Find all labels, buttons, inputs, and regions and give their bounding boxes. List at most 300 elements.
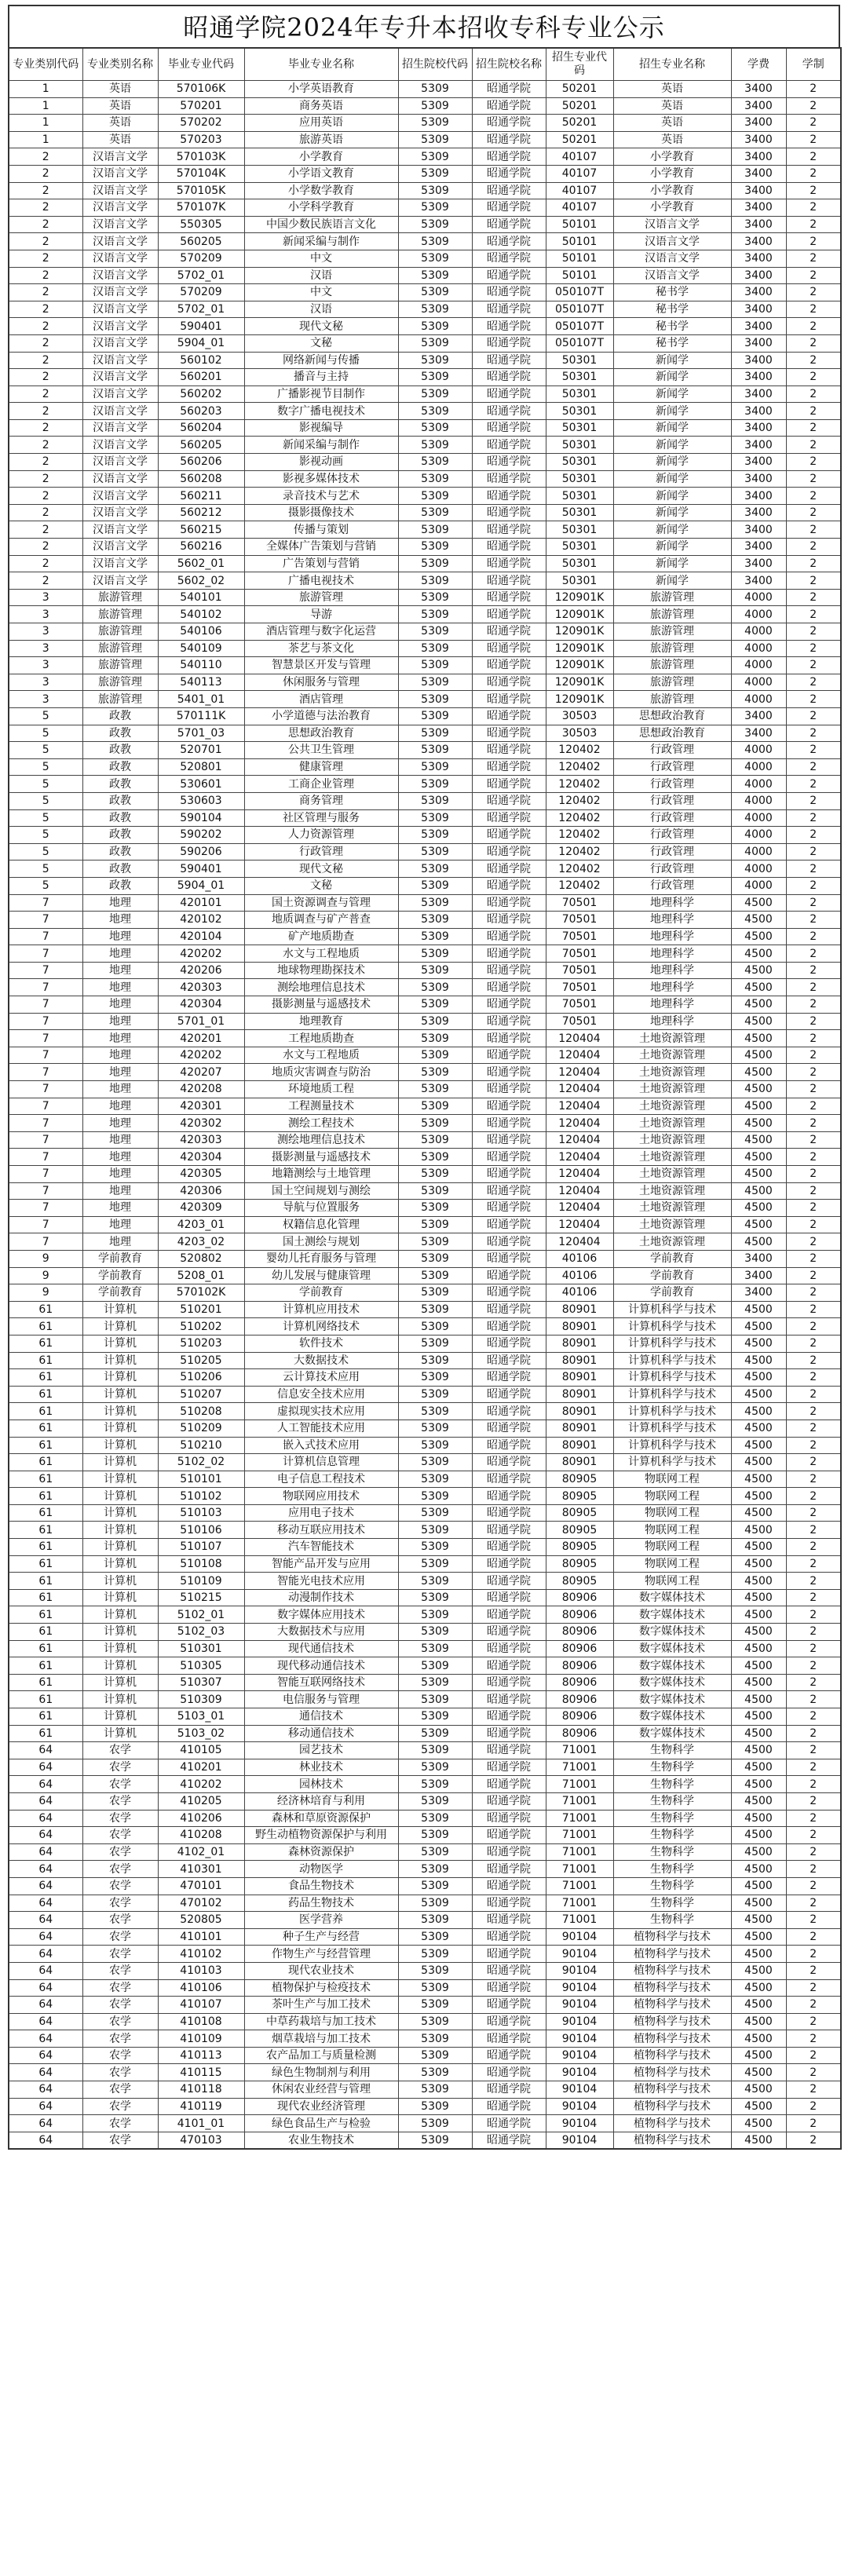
- grad-major-code-cell: 510215: [158, 1589, 244, 1606]
- category-code-cell: 9: [9, 1267, 82, 1284]
- grad-major-name-cell: 森林和草原资源保护: [244, 1810, 398, 1827]
- table-row: [9, 1522, 841, 1539]
- category-name-cell: 农学: [82, 2064, 158, 2081]
- duration-cell: 2: [786, 928, 841, 945]
- category-name-cell: 农学: [82, 1843, 158, 1861]
- school-name-cell: 昭通学院: [472, 1081, 546, 1098]
- category-code-cell: 7: [9, 912, 82, 929]
- duration-cell: 2: [786, 1810, 841, 1827]
- tuition-cell: 4000: [731, 776, 786, 793]
- table-row: [9, 403, 841, 420]
- school-code-cell: 5309: [398, 979, 472, 996]
- school-code-cell: 5309: [398, 1386, 472, 1403]
- duration-cell: 2: [786, 1166, 841, 1183]
- category-name-cell: 政教: [82, 792, 158, 809]
- enroll-major-name-cell: 计算机科学与技术: [613, 1437, 731, 1454]
- duration-cell: 2: [786, 81, 841, 98]
- enroll-major-name-cell: 新闻学: [613, 385, 731, 403]
- tuition-cell: 4500: [731, 1877, 786, 1895]
- category-name-cell: 计算机: [82, 1454, 158, 1471]
- school-code-cell: 5309: [398, 521, 472, 539]
- enroll-major-name-cell: 土地资源管理: [613, 1200, 731, 1217]
- tuition-cell: 4500: [731, 996, 786, 1014]
- enroll-major-name-cell: 旅游管理: [613, 606, 731, 623]
- enroll-major-name-cell: 新闻学: [613, 555, 731, 572]
- school-code-cell: 5309: [398, 1606, 472, 1624]
- enroll-major-name-cell: 秘书学: [613, 334, 731, 352]
- enroll-major-code-cell: 120404: [546, 1149, 613, 1166]
- duration-cell: 2: [786, 843, 841, 860]
- duration-cell: 2: [786, 1861, 841, 1878]
- table-row: [9, 2064, 841, 2081]
- enroll-major-code-cell: 40106: [546, 1250, 613, 1267]
- school-name-cell: 昭通学院: [472, 352, 546, 369]
- tuition-cell: 4500: [731, 1047, 786, 1064]
- category-code-cell: 64: [9, 2013, 82, 2030]
- grad-major-name-cell: 嵌入式技术应用: [244, 1437, 398, 1454]
- school-name-cell: 昭通学院: [472, 1047, 546, 1064]
- school-name-cell: 昭通学院: [472, 1539, 546, 1556]
- grad-major-name-cell: 矿产地质勘查: [244, 928, 398, 945]
- tuition-cell: 4500: [731, 912, 786, 929]
- category-code-cell: 2: [9, 504, 82, 521]
- duration-cell: 2: [786, 1200, 841, 1217]
- table-row: [9, 996, 841, 1014]
- school-name-cell: 昭通学院: [472, 2081, 546, 2099]
- category-code-cell: 1: [9, 131, 82, 148]
- grad-major-code-cell: 5102_01: [158, 1606, 244, 1624]
- table-row: [9, 1877, 841, 1895]
- school-code-cell: 5309: [398, 1810, 472, 1827]
- table-row: [9, 454, 841, 471]
- table-row: [9, 352, 841, 369]
- grad-major-name-cell: 摄影测量与遥感技术: [244, 1149, 398, 1166]
- category-name-cell: 地理: [82, 1064, 158, 1081]
- table-row: [9, 437, 841, 454]
- school-code-cell: 5309: [398, 419, 472, 437]
- table-row: [9, 725, 841, 742]
- grad-major-name-cell: 云计算技术应用: [244, 1369, 398, 1387]
- grad-major-name-cell: 地质调查与矿产普查: [244, 912, 398, 929]
- school-code-cell: 5309: [398, 1369, 472, 1387]
- enroll-major-code-cell: 80906: [546, 1674, 613, 1691]
- school-code-cell: 5309: [398, 165, 472, 182]
- category-code-cell: 5: [9, 809, 82, 827]
- table-row: [9, 521, 841, 539]
- school-name-cell: 昭通学院: [472, 97, 546, 115]
- enroll-major-name-cell: 学前教育: [613, 1284, 731, 1302]
- category-code-cell: 7: [9, 1131, 82, 1149]
- school-code-cell: 5309: [398, 1420, 472, 1437]
- grad-major-code-cell: 5701_03: [158, 725, 244, 742]
- enroll-major-name-cell: 地理科学: [613, 928, 731, 945]
- grad-major-code-cell: 560206: [158, 454, 244, 471]
- category-code-cell: 2: [9, 454, 82, 471]
- school-name-cell: 昭通学院: [472, 1013, 546, 1030]
- grad-major-code-cell: 570105K: [158, 182, 244, 199]
- category-code-cell: 61: [9, 1708, 82, 1726]
- school-name-cell: 昭通学院: [472, 2132, 546, 2149]
- enroll-major-code-cell: 80906: [546, 1624, 613, 1641]
- category-name-cell: 计算机: [82, 1352, 158, 1369]
- grad-major-code-cell: 5602_01: [158, 555, 244, 572]
- enroll-major-code-cell: 120404: [546, 1064, 613, 1081]
- tuition-cell: 3400: [731, 267, 786, 284]
- table-row: [9, 1047, 841, 1064]
- grad-major-name-cell: 智能光电技术应用: [244, 1573, 398, 1590]
- grad-major-name-cell: 影视动画: [244, 454, 398, 471]
- grad-major-code-cell: 560216: [158, 539, 244, 556]
- enroll-major-name-cell: 物联网工程: [613, 1471, 731, 1488]
- enroll-major-code-cell: 80905: [546, 1504, 613, 1522]
- school-code-cell: 5309: [398, 385, 472, 403]
- grad-major-code-cell: 410108: [158, 2013, 244, 2030]
- category-name-cell: 地理: [82, 945, 158, 963]
- enroll-major-name-cell: 植物科学与技术: [613, 1928, 731, 1946]
- tuition-cell: 3400: [731, 572, 786, 590]
- tuition-cell: 4500: [731, 1979, 786, 1997]
- enroll-major-name-cell: 数字媒体技术: [613, 1674, 731, 1691]
- category-name-cell: 地理: [82, 1149, 158, 1166]
- school-name-cell: 昭通学院: [472, 996, 546, 1014]
- school-name-cell: 昭通学院: [472, 1742, 546, 1759]
- school-code-cell: 5309: [398, 1437, 472, 1454]
- enroll-major-code-cell: 90104: [546, 1928, 613, 1946]
- grad-major-code-cell: 560211: [158, 488, 244, 505]
- enroll-major-name-cell: 植物科学与技术: [613, 2064, 731, 2081]
- enroll-major-code-cell: 50101: [546, 216, 613, 233]
- school-code-cell: 5309: [398, 1539, 472, 1556]
- grad-major-name-cell: 园林技术: [244, 1776, 398, 1793]
- enroll-major-code-cell: 50301: [546, 470, 613, 488]
- category-code-cell: 3: [9, 674, 82, 691]
- school-name-cell: 昭通学院: [472, 1064, 546, 1081]
- tuition-cell: 4500: [731, 1539, 786, 1556]
- grad-major-code-cell: 590206: [158, 843, 244, 860]
- grad-major-name-cell: 绿色食品生产与检验: [244, 2115, 398, 2132]
- tuition-cell: 4500: [731, 1504, 786, 1522]
- enroll-major-name-cell: 计算机科学与技术: [613, 1369, 731, 1387]
- school-code-cell: 5309: [398, 352, 472, 369]
- school-name-cell: 昭通学院: [472, 1843, 546, 1861]
- enroll-major-name-cell: 生物科学: [613, 1742, 731, 1759]
- grad-major-name-cell: 计算机网络技术: [244, 1318, 398, 1336]
- category-name-cell: 地理: [82, 1081, 158, 1098]
- tuition-cell: 4500: [731, 1454, 786, 1471]
- tuition-cell: 3400: [731, 334, 786, 352]
- enroll-major-name-cell: 土地资源管理: [613, 1081, 731, 1098]
- tuition-cell: 4000: [731, 640, 786, 657]
- school-name-cell: 昭通学院: [472, 1792, 546, 1810]
- table-body: [9, 81, 841, 2150]
- category-code-cell: 2: [9, 385, 82, 403]
- tuition-cell: 4000: [731, 860, 786, 878]
- school-name-cell: 昭通学院: [472, 1962, 546, 1979]
- tuition-cell: 3400: [731, 725, 786, 742]
- school-code-cell: 5309: [398, 1216, 472, 1233]
- category-name-cell: 汉语言文学: [82, 148, 158, 166]
- duration-cell: 2: [786, 233, 841, 250]
- school-name-cell: 昭通学院: [472, 1098, 546, 1115]
- enroll-major-code-cell: 50301: [546, 352, 613, 369]
- enroll-major-code-cell: 71001: [546, 1895, 613, 1912]
- school-name-cell: 昭通学院: [472, 623, 546, 641]
- category-code-cell: 61: [9, 1454, 82, 1471]
- table-row: [9, 182, 841, 199]
- grad-major-code-cell: 510109: [158, 1573, 244, 1590]
- table-row: [9, 792, 841, 809]
- school-name-cell: 昭通学院: [472, 860, 546, 878]
- enroll-major-name-cell: 汉语言文学: [613, 267, 731, 284]
- enroll-major-name-cell: 旅游管理: [613, 674, 731, 691]
- duration-cell: 2: [786, 1912, 841, 1929]
- grad-major-name-cell: 酒店管理与数字化运营: [244, 623, 398, 641]
- enroll-major-code-cell: 120901K: [546, 640, 613, 657]
- tuition-cell: 4500: [731, 1895, 786, 1912]
- school-code-cell: 5309: [398, 843, 472, 860]
- grad-major-name-cell: 中文: [244, 284, 398, 301]
- tuition-cell: 4500: [731, 2098, 786, 2115]
- category-code-cell: 7: [9, 1166, 82, 1183]
- category-code-cell: 5: [9, 758, 82, 776]
- grad-major-code-cell: 560202: [158, 385, 244, 403]
- grad-major-name-cell: 水文与工程地质: [244, 945, 398, 963]
- tuition-cell: 4500: [731, 2030, 786, 2048]
- enroll-major-name-cell: 地理科学: [613, 912, 731, 929]
- grad-major-name-cell: 动物医学: [244, 1861, 398, 1878]
- duration-cell: 2: [786, 1573, 841, 1590]
- duration-cell: 2: [786, 2098, 841, 2115]
- school-name-cell: 昭通学院: [472, 1895, 546, 1912]
- school-code-cell: 5309: [398, 2081, 472, 2099]
- category-name-cell: 农学: [82, 1827, 158, 1844]
- enroll-major-name-cell: 旅游管理: [613, 623, 731, 641]
- duration-cell: 2: [786, 165, 841, 182]
- table-row: [9, 894, 841, 912]
- duration-cell: 2: [786, 97, 841, 115]
- school-code-cell: 5309: [398, 334, 472, 352]
- school-name-cell: 昭通学院: [472, 1861, 546, 1878]
- school-name-cell: 昭通学院: [472, 385, 546, 403]
- enroll-major-name-cell: 物联网工程: [613, 1555, 731, 1573]
- school-code-cell: 5309: [398, 1335, 472, 1352]
- duration-cell: 2: [786, 1216, 841, 1233]
- duration-cell: 2: [786, 1522, 841, 1539]
- category-name-cell: 地理: [82, 1013, 158, 1030]
- duration-cell: 2: [786, 1589, 841, 1606]
- enroll-major-code-cell: 50301: [546, 437, 613, 454]
- grad-major-code-cell: 540113: [158, 674, 244, 691]
- duration-cell: 2: [786, 385, 841, 403]
- grad-major-name-cell: 园艺技术: [244, 1742, 398, 1759]
- duration-cell: 2: [786, 1504, 841, 1522]
- enroll-major-code-cell: 90104: [546, 1946, 613, 1963]
- enroll-major-code-cell: 50301: [546, 504, 613, 521]
- category-code-cell: 5: [9, 792, 82, 809]
- category-name-cell: 汉语言文学: [82, 334, 158, 352]
- school-name-cell: 昭通学院: [472, 1810, 546, 1827]
- enroll-major-name-cell: 新闻学: [613, 352, 731, 369]
- school-name-cell: 昭通学院: [472, 267, 546, 284]
- grad-major-name-cell: 动漫制作技术: [244, 1589, 398, 1606]
- category-code-cell: 5: [9, 877, 82, 894]
- category-code-cell: 2: [9, 369, 82, 386]
- enroll-major-code-cell: 71001: [546, 1792, 613, 1810]
- category-name-cell: 计算机: [82, 1437, 158, 1454]
- col-school-name-header: 招生院校名称: [472, 48, 546, 81]
- enroll-major-code-cell: 120404: [546, 1098, 613, 1115]
- grad-major-name-cell: 全媒体广告策划与营销: [244, 539, 398, 556]
- table-row: [9, 979, 841, 996]
- duration-cell: 2: [786, 657, 841, 674]
- category-code-cell: 64: [9, 2098, 82, 2115]
- category-name-cell: 地理: [82, 962, 158, 979]
- grad-major-code-cell: 570107K: [158, 199, 244, 217]
- school-name-cell: 昭通学院: [472, 1200, 546, 1217]
- duration-cell: 2: [786, 419, 841, 437]
- category-code-cell: 5: [9, 776, 82, 793]
- category-name-cell: 计算机: [82, 1420, 158, 1437]
- school-code-cell: 5309: [398, 2115, 472, 2132]
- duration-cell: 2: [786, 250, 841, 267]
- school-name-cell: 昭通学院: [472, 1725, 546, 1742]
- table-row: [9, 1216, 841, 1233]
- enroll-major-code-cell: 80905: [546, 1488, 613, 1505]
- category-name-cell: 计算机: [82, 1386, 158, 1403]
- category-name-cell: 农学: [82, 2132, 158, 2149]
- grad-major-name-cell: 种子生产与经营: [244, 1928, 398, 1946]
- grad-major-code-cell: 420101: [158, 894, 244, 912]
- enroll-major-code-cell: 30503: [546, 707, 613, 725]
- duration-cell: 2: [786, 1725, 841, 1742]
- school-name-cell: 昭通学院: [472, 1657, 546, 1675]
- enroll-major-code-cell: 050107T: [546, 301, 613, 318]
- grad-major-name-cell: 物联网应用技术: [244, 1488, 398, 1505]
- category-code-cell: 2: [9, 334, 82, 352]
- tuition-cell: 4500: [731, 1657, 786, 1675]
- grad-major-code-cell: 420104: [158, 928, 244, 945]
- school-code-cell: 5309: [398, 318, 472, 335]
- grad-major-name-cell: 应用英语: [244, 115, 398, 132]
- tuition-cell: 4500: [731, 928, 786, 945]
- school-code-cell: 5309: [398, 131, 472, 148]
- enroll-major-code-cell: 50201: [546, 131, 613, 148]
- category-name-cell: 汉语言文学: [82, 403, 158, 420]
- enroll-major-name-cell: 数字媒体技术: [613, 1606, 731, 1624]
- enroll-major-code-cell: 90104: [546, 2098, 613, 2115]
- category-code-cell: 64: [9, 1759, 82, 1776]
- enroll-major-code-cell: 120404: [546, 1200, 613, 1217]
- grad-major-name-cell: 茶叶生产与加工技术: [244, 1997, 398, 2014]
- grad-major-code-cell: 510101: [158, 1471, 244, 1488]
- school-name-cell: 昭通学院: [472, 1454, 546, 1471]
- category-code-cell: 2: [9, 521, 82, 539]
- grad-major-name-cell: 测绘地理信息技术: [244, 1131, 398, 1149]
- grad-major-code-cell: 5103_02: [158, 1725, 244, 1742]
- enroll-major-name-cell: 计算机科学与技术: [613, 1386, 731, 1403]
- grad-major-code-cell: 5702_01: [158, 267, 244, 284]
- col-enroll-major-name-header: 招生专业名称: [613, 48, 731, 81]
- grad-major-code-cell: 510203: [158, 1335, 244, 1352]
- grad-major-name-cell: 软件技术: [244, 1335, 398, 1352]
- enroll-major-code-cell: 80906: [546, 1708, 613, 1726]
- grad-major-name-cell: 智能互联网络技术: [244, 1674, 398, 1691]
- table-row: [9, 1352, 841, 1369]
- category-code-cell: 61: [9, 1539, 82, 1556]
- category-name-cell: 政教: [82, 725, 158, 742]
- duration-cell: 2: [786, 1657, 841, 1675]
- school-name-cell: 昭通学院: [472, 742, 546, 759]
- grad-major-code-cell: 410301: [158, 1861, 244, 1878]
- tuition-cell: 4500: [731, 1318, 786, 1336]
- grad-major-code-cell: 410106: [158, 1979, 244, 1997]
- table-row: [9, 1792, 841, 1810]
- category-code-cell: 64: [9, 1776, 82, 1793]
- grad-major-code-cell: 560205: [158, 233, 244, 250]
- enroll-major-name-cell: 植物科学与技术: [613, 1946, 731, 1963]
- enroll-major-code-cell: 120402: [546, 776, 613, 793]
- duration-cell: 2: [786, 792, 841, 809]
- category-code-cell: 61: [9, 1522, 82, 1539]
- school-name-cell: 昭通学院: [472, 1216, 546, 1233]
- school-name-cell: 昭通学院: [472, 1149, 546, 1166]
- table-row: [9, 945, 841, 963]
- grad-major-code-cell: 520805: [158, 1912, 244, 1929]
- category-name-cell: 旅游管理: [82, 691, 158, 708]
- grad-major-code-cell: 570203: [158, 131, 244, 148]
- category-name-cell: 汉语言文学: [82, 267, 158, 284]
- category-code-cell: 7: [9, 1064, 82, 1081]
- duration-cell: 2: [786, 1301, 841, 1318]
- school-code-cell: 5309: [398, 301, 472, 318]
- col-category-code-header: 专业类别代码: [9, 48, 82, 81]
- enroll-major-name-cell: 植物科学与技术: [613, 1997, 731, 2014]
- table-row: [9, 1200, 841, 1217]
- category-name-cell: 英语: [82, 115, 158, 132]
- category-code-cell: 61: [9, 1403, 82, 1420]
- enroll-major-name-cell: 计算机科学与技术: [613, 1454, 731, 1471]
- tuition-cell: 3400: [731, 233, 786, 250]
- enroll-major-name-cell: 土地资源管理: [613, 1216, 731, 1233]
- school-code-cell: 5309: [398, 1691, 472, 1708]
- table-row: [9, 1149, 841, 1166]
- grad-major-name-cell: 汉语: [244, 267, 398, 284]
- tuition-cell: 4500: [731, 2064, 786, 2081]
- enroll-major-name-cell: 行政管理: [613, 742, 731, 759]
- table-row: [9, 284, 841, 301]
- grad-major-name-cell: 行政管理: [244, 843, 398, 860]
- enroll-major-code-cell: 50301: [546, 572, 613, 590]
- category-name-cell: 汉语言文学: [82, 504, 158, 521]
- table-row: [9, 1640, 841, 1657]
- grad-major-code-cell: 5401_01: [158, 691, 244, 708]
- tuition-cell: 4500: [731, 1946, 786, 1963]
- category-name-cell: 汉语言文学: [82, 539, 158, 556]
- grad-major-code-cell: 420202: [158, 945, 244, 963]
- school-code-cell: 5309: [398, 1776, 472, 1793]
- duration-cell: 2: [786, 1318, 841, 1336]
- category-code-cell: 2: [9, 572, 82, 590]
- enroll-major-code-cell: 120402: [546, 827, 613, 844]
- table-row: [9, 1573, 841, 1590]
- grad-major-name-cell: 影视编导: [244, 419, 398, 437]
- category-code-cell: 61: [9, 1624, 82, 1641]
- grad-major-name-cell: 国土资源调查与管理: [244, 894, 398, 912]
- category-code-cell: 64: [9, 1877, 82, 1895]
- duration-cell: 2: [786, 1233, 841, 1251]
- table-row: [9, 1997, 841, 2014]
- category-name-cell: 计算机: [82, 1369, 158, 1387]
